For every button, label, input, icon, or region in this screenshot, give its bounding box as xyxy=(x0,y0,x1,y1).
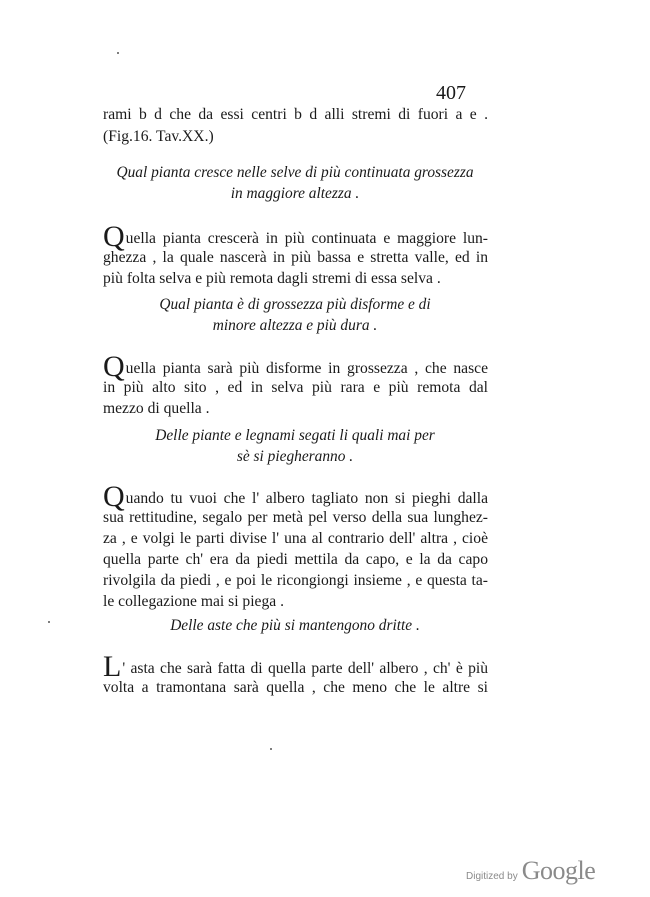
line-text: ' asta che sarà fatta di quella parte dell' albero , ch' è più xyxy=(122,660,488,677)
paragraph-line: in più alto sito , ed in selva più rara e più remota dal xyxy=(103,379,488,396)
section-heading: Delle piante e legnami segati li quali mai per xyxy=(155,427,435,444)
drop-cap: L xyxy=(103,650,122,683)
paragraph-line: rivolgila da piedi , e poi le ricongiongi insieme , e questa ta- xyxy=(103,572,488,589)
section-heading: minore altezza e più dura . xyxy=(212,317,378,334)
page-number: 407 xyxy=(436,82,466,104)
text-line: (Fig.16. Tav.XX.) xyxy=(103,128,214,145)
section-heading: Qual pianta è di grossezza più disforme e di xyxy=(159,296,431,313)
paragraph-line: volta a tramontana sarà quella , che meno che le altre si xyxy=(103,679,488,696)
line-text: uella pianta sarà più disforme in grossezza , che nasce xyxy=(125,360,488,377)
paragraph-line: le collegazione mai si piega . xyxy=(103,593,284,610)
google-logo: Google xyxy=(521,856,596,885)
section-heading: in maggiore altezza . xyxy=(230,185,360,202)
text-line: rami b d che da essi centri b d alli stremi di fuori a e . xyxy=(103,106,488,123)
paragraph-line: quella parte ch' era da piedi mettila da capo, e la da capo xyxy=(103,551,488,568)
drop-cap: Q xyxy=(103,350,125,383)
scan-speck xyxy=(270,748,272,750)
paragraph-line: za , e volgi le parti divise l' una al contrario dell' altra , cioè xyxy=(103,530,488,547)
line-text: uella pianta crescerà in più continuata e maggiore lun- xyxy=(125,230,488,247)
drop-cap: Q xyxy=(103,220,125,253)
section-heading: Delle aste che più si mantengono dritte . xyxy=(170,617,420,634)
line-text: uando tu vuoi che l' albero tagliato non si pieghi dalla xyxy=(125,490,488,507)
scan-speck xyxy=(117,52,119,54)
paragraph-line: più folta selva e più remota dagli stremi di essa selva . xyxy=(103,270,441,287)
section-heading: Qual pianta cresce nelle selve di più continuata grossezza xyxy=(116,164,474,181)
section-heading: sè si piegheranno . xyxy=(236,448,354,465)
paragraph-line: ghezza , la quale nascerà in più bassa e stretta valle, ed in xyxy=(103,249,488,266)
drop-cap: Q xyxy=(103,480,125,513)
digitized-by-google-watermark xyxy=(466,856,595,886)
watermark-prefix: Digitized by xyxy=(466,871,518,882)
paragraph-line: sua rettitudine, segalo per metà pel verso della sua lunghez- xyxy=(103,509,488,526)
scan-speck xyxy=(48,621,50,623)
paragraph-line: mezzo di quella . xyxy=(103,400,210,417)
